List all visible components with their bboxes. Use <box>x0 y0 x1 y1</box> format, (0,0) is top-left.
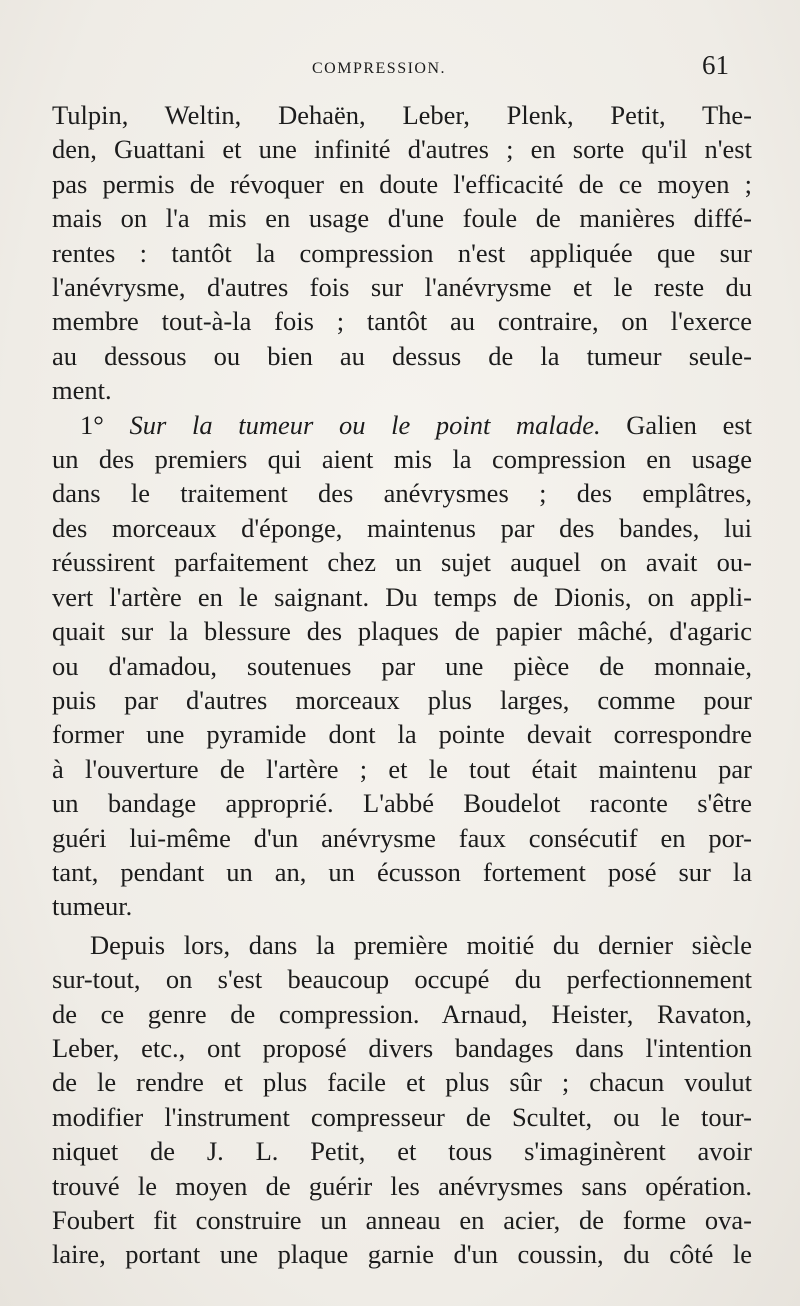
text-line: mais on l'a mis en usage d'une foule de manières diffé- <box>52 203 752 234</box>
paragraph-3 <box>52 928 752 1272</box>
section-heading: Sur la tumeur ou le point malade. <box>129 409 601 440</box>
text-line: membre tout-à-la fois ; tantôt au contraire, on l'exerce <box>52 306 752 337</box>
page-header <box>0 50 800 90</box>
text-line: den, Guattani et une infinité d'autres ; en sorte qu'il n'est <box>52 134 752 165</box>
paragraph-1 <box>52 98 752 408</box>
text-line: à l'ouverture de l'artère ; et le tout était maintenu par <box>52 753 752 784</box>
text-line: trouvé le moyen de guérir les anévrysmes sans opération. <box>52 1170 752 1201</box>
text-line: ment. <box>52 375 112 406</box>
running-head: COMPRESSION. <box>312 60 447 77</box>
text-line: dans le traitement des anévrysmes ; des emplâtres, <box>52 478 752 509</box>
text-line: de ce genre de compression. Arnaud, Heister, Ravaton, <box>52 998 752 1029</box>
body-text <box>52 98 752 1272</box>
text-line: de le rendre et plus facile et plus sûr ; chacun voulut <box>52 1067 752 1098</box>
text-line: l'anévrysme, d'autres fois sur l'anévrysme et le reste du <box>52 272 752 303</box>
text-fragment: Galien est <box>626 409 753 440</box>
text-line: guéri lui-même d'un anévrysme faux consécutif en por- <box>52 822 752 853</box>
page-number: 61 <box>702 50 729 80</box>
text-line: vert l'artère en le saignant. Du temps de Dionis, on appli- <box>52 581 752 612</box>
text-line: modifier l'instrument compresseur de Scultet, ou le tour- <box>52 1101 752 1132</box>
text-line: laire, portant une plaque garnie d'un coussin, du côté le <box>52 1239 752 1270</box>
text-line: tumeur. <box>52 891 133 922</box>
text-line: puis par d'autres morceaux plus larges, comme pour <box>52 684 752 715</box>
text-line: sur-tout, on s'est beaucoup occupé du perfectionnement <box>52 964 752 995</box>
text-line: tant, pendant un an, un écusson fortement posé sur la <box>52 856 752 887</box>
text-line: Depuis lors, dans la première moitié du dernier siècle <box>90 929 752 960</box>
text-line: des morceaux d'éponge, maintenus par des bandes, lui <box>52 512 752 543</box>
text-line: pas permis de révoquer en doute l'efficacité de ce moyen ; <box>52 168 752 199</box>
text-line: rentes : tantôt la compression n'est appliquée que sur <box>52 237 752 268</box>
text-line: un bandage approprié. L'abbé Boudelot raconte s'être <box>52 788 752 819</box>
text-line: Foubert fit construire un anneau en acier, de forme ova- <box>52 1205 752 1235</box>
text-line: quait sur la blessure des plaques de papier mâché, d'agaric <box>52 616 752 647</box>
text-line: réussirent parfaitement chez un sujet auquel on avait ou- <box>52 547 752 578</box>
section-number: 1° <box>80 409 104 440</box>
section-heading-line <box>52 408 752 442</box>
text-line: niquet de J. L. Petit, et tous s'imaginèrent avoir <box>52 1136 752 1167</box>
text-line: Tulpin, Weltin, Dehaën, Leber, Plenk, Petit, The- <box>52 100 752 130</box>
text-line: ou d'amadou, soutenues par une pièce de monnaie, <box>52 650 752 681</box>
text-line: au dessous ou bien au dessus de la tumeur seule- <box>52 340 752 371</box>
paragraph-2 <box>52 408 752 924</box>
text-line: Leber, etc., ont proposé divers bandages dans l'intention <box>52 1032 752 1063</box>
text-line: un des premiers qui aient mis la compression en usage <box>52 444 752 475</box>
text-line: former une pyramide dont la pointe devait correspondre <box>52 719 752 750</box>
